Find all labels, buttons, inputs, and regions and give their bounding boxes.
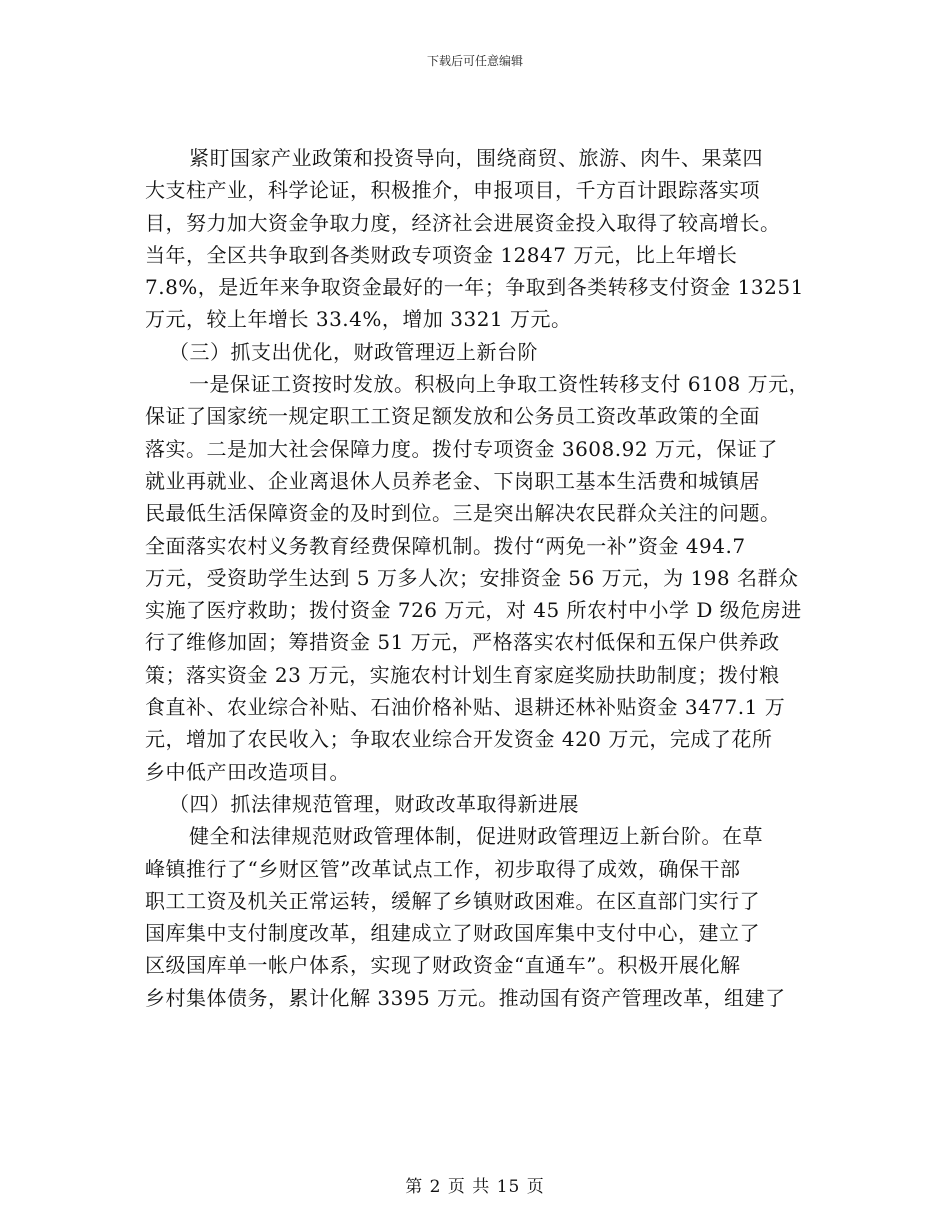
paragraph-line: 乡村集体债务，累计化解 3395 万元。推动国有资产管理改革，组建了: [145, 985, 786, 1010]
paragraph-line: 乡中低产田改造项目。: [145, 759, 350, 784]
paragraph-line: 一是保证工资按时发放。积极向上争取工资性转移支付 6108 万元，: [189, 372, 810, 397]
paragraph-line: 落实。二是加大社会保障力度。拨付专项资金 3608.92 万元，保证了: [145, 436, 778, 461]
paragraph-line: 行了维修加固；筹措资金 51 万元，严格落实农村低保和五保户供养政: [145, 630, 780, 655]
paragraph-line: 健全和法律规范财政管理体制，促进财政管理迈上新台阶。在草: [189, 824, 763, 849]
paragraph-line: 区级国库单一帐户体系，实现了财政资金“直通车”。积极开展化解: [145, 953, 741, 978]
paragraph-line: 7.8%，是近年来争取资金最好的一年；争取到各类转移支付资金 13251: [145, 275, 804, 300]
paragraph-line: 食直补、农业综合补贴、石油价格补贴、退耕还林补贴资金 3477.1 万: [145, 695, 786, 720]
paragraph-line: 元，增加了农民收入；争取农业综合开发资金 420 万元，完成了花所: [145, 727, 773, 752]
paragraph-line: 目，努力加大资金争取力度，经济社会进展资金投入取得了较高增长。: [145, 210, 781, 235]
paragraph-line: 就业再就业、企业离退休人员养老金、下岗职工基本生活费和城镇居: [145, 468, 760, 493]
paragraph-line: 万元，受资助学生达到 5 万多人次；安排资金 56 万元，为 198 名群众: [145, 565, 799, 590]
section-heading: （三）抓支出优化，财政管理迈上新台阶: [169, 339, 538, 364]
paragraph-line: 当年，全区共争取到各类财政专项资金 12847 万元，比上年增长: [145, 242, 738, 267]
page-footer: 第 2 页 共 15 页: [405, 1177, 545, 1197]
paragraph-line: 实施了医疗救助；拨付资金 726 万元，对 45 所农村中小学 D 级危房进: [145, 598, 802, 623]
document-body: [145, 142, 817, 1014]
paragraph-line: 民最低生活保障资金的及时到位。三是突出解决农民群众关注的问题。: [145, 501, 781, 526]
section-heading: （四）抓法律规范管理，财政改革取得新进展: [169, 791, 579, 816]
paragraph-line: 保证了国家统一规定职工工资足额发放和公务员工资改革政策的全面: [145, 404, 760, 429]
paragraph-line: 国库集中支付制度改革，组建成立了财政国库集中支付中心，建立了: [145, 921, 760, 946]
paragraph-line: 万元，较上年增长 33.4%，增加 3321 万元。: [145, 307, 572, 332]
paragraph-line: 职工工资及机关正常运转，缓解了乡镇财政困难。在区直部门实行了: [145, 888, 760, 913]
page-header: 下载后可任意编辑: [426, 54, 523, 68]
paragraph-line: 全面落实农村义务教育经费保障机制。拨付“两免一补”资金 494.7: [145, 533, 746, 558]
paragraph-line: 策；落实资金 23 万元，实施农村计划生育家庭奖励扶助制度；拨付粮: [145, 662, 780, 687]
paragraph-line: 大支柱产业，科学论证，积极推介，申报项目，千方百计跟踪落实项: [145, 178, 760, 203]
paragraph-line: 峰镇推行了“乡财区管”改革试点工作，初步取得了成效，确保干部: [145, 856, 741, 881]
paragraph-line: 紧盯国家产业政策和投资导向，围绕商贸、旅游、肉牛、果菜四: [189, 146, 763, 170]
